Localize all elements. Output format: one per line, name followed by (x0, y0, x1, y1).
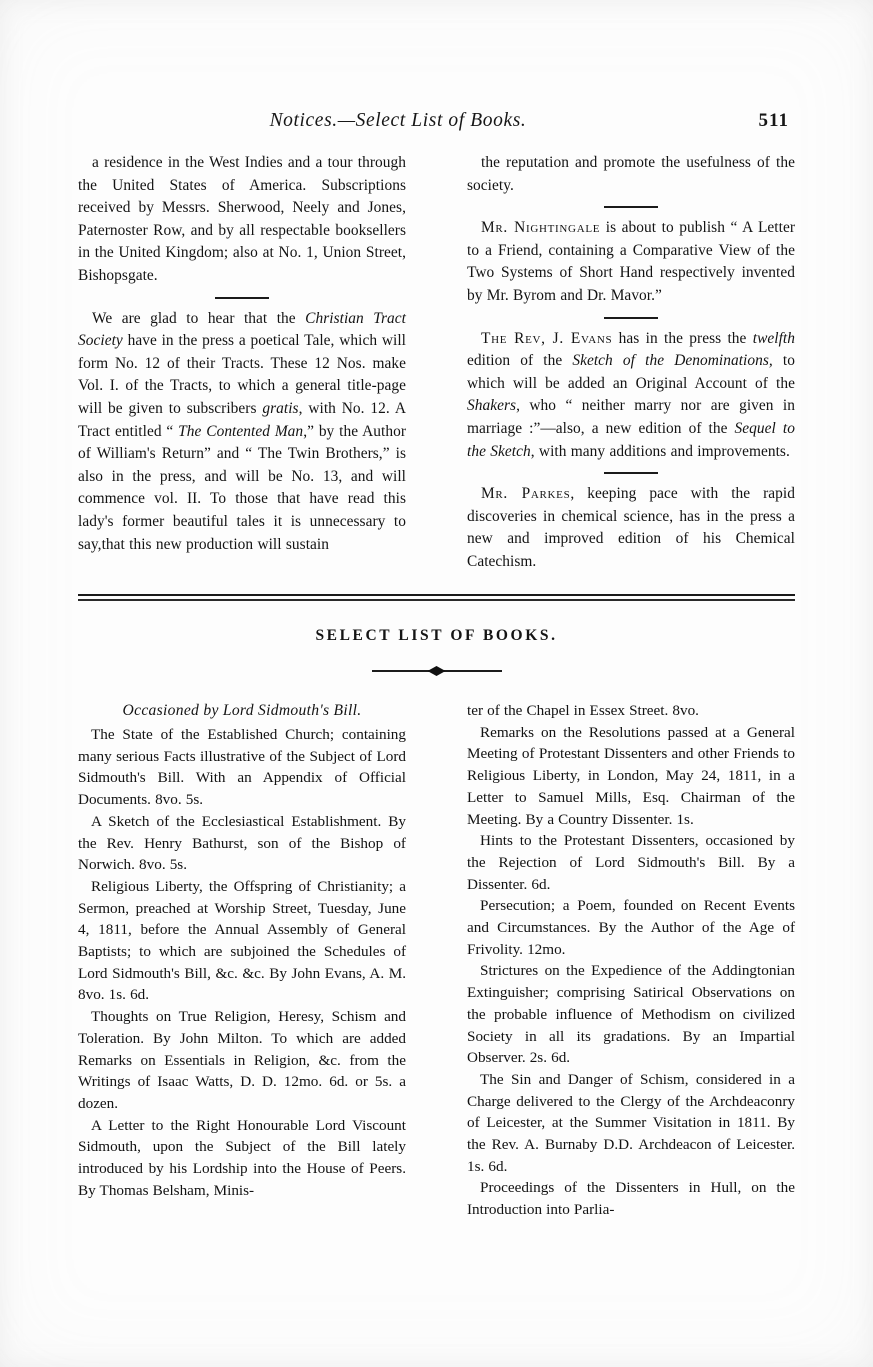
small-caps-text: Mr. Parkes (481, 485, 571, 503)
notice-paragraph (467, 328, 795, 464)
ornament-rule (78, 664, 795, 678)
booklist-entry: The State of the Established Church; containing many serious Facts illustrative of the Subject of Lord Sidmouth's Bill. With an Appendix of Official Documents. 8vo. 5s. (78, 726, 406, 809)
booklist-entry: Thoughts on True Religion, Heresy, Schism and Toleration. By John Milton. To which are added Remarks on Essentials in Religion, &c. from the Writings of Isaac Watts, D. D. 12mo. 6d. or 5s. a dozen. (78, 1008, 406, 1112)
text-run: have in the press a poetical Tale, which will form No. 12 of their Tracts. These 12 Nos. make Vol. I. of the Tracts, to which a general title-page will be given to subscribers (78, 332, 406, 417)
text-run: has in the press the (612, 329, 753, 347)
italic-text: Sketch of the Denominations, (572, 352, 773, 370)
italic-text: gratis (262, 399, 299, 417)
text-run: , with No. 12. A Tract entitled “ (78, 399, 406, 440)
notice-paragraph (467, 152, 795, 197)
booklist-entry: Persecution; a Poem, founded on Recent Events and Circumstances. By the Author of the Age of Frivolity. 12mo. (467, 897, 795, 958)
text-run: , with many additions and improvements. (530, 442, 790, 460)
booklist-entry: Hints to the Protestant Dissenters, occasioned by the Rejection of Lord Sidmouth's Bill. By a Dissenter. 6d. (467, 832, 795, 893)
notice-paragraph (467, 217, 795, 307)
booklist-entry: Remarks on the Resolutions passed at a General Meeting of Protestant Dissenters and other Friends to Religious Liberty, in London, May 24, 1811, in a Letter to Samuel Mills, Esq. Chairman of the Meeting. By a Country Dissenter. 1s. (467, 723, 795, 828)
booklist-entry: The Sin and Danger of Schism, considered in a Charge delivered to the Clergy of the Archdeaconry of Leicester, at the Summer Visitation in 1811. By the Rev. A. Burnaby D.D. Archdeacon of Leicester. 1s. 6d. (467, 1070, 795, 1175)
page-number: 511 (758, 110, 789, 131)
booklist-entry: Proceedings of the Dissenters in Hull, on the Introduction into Parlia- (467, 1179, 795, 1219)
booklist-entry: ter of the Chapel in Essex Street. 8vo. (467, 702, 699, 719)
small-caps-text: Mr. Nightingale (481, 219, 601, 237)
text-run: edition of the (467, 352, 573, 370)
text-run: , who “ neither marry nor are given in marriage :”—also, a new edition of the (467, 397, 795, 437)
booklist-entry: Strictures on the Expedience of the Addingtonian Extinguisher; comprising Satirical Observations on the probable influence of Methodism on civilized Society in all its gradations. By an Impartial Observer. 2s. 6d. (467, 962, 795, 1067)
small-caps-text: The Rev, J. Evans (481, 329, 613, 347)
divider-line-bottom (78, 599, 795, 601)
notice-break-rule (215, 297, 269, 299)
italic-text: Shakers (467, 397, 517, 415)
notice-break-rule (604, 472, 658, 474)
booklist-entry: A Letter to the Right Honourable Lord Viscount Sidmouth, upon the Subject of the Bill lately introduced by his Lordship into the House of Peers. By Thomas Belsham, Minis- (78, 1116, 406, 1199)
booklist-entry: A Sketch of the Ecclesiastical Establishment. By the Rev. Henry Bathurst, son of the Bishop of Norwich. 8vo. 5s. (78, 812, 406, 874)
text-run: , keeping pace with the rapid discoveries in chemical science, has in the press a new and improved edition of his Chemical Catechism. (467, 485, 795, 570)
divider-line-top (78, 594, 795, 596)
text-run: the reputation and promote the usefulness of the society. (467, 154, 795, 194)
page-content (78, 0, 795, 1367)
select-list-section (78, 700, 795, 1221)
italic-text: Sequel to the Sketch (467, 419, 795, 460)
booklist-subheading: Occasioned by Lord Sidmouth's Bill. (122, 702, 362, 719)
text-run: a residence in the West Indies and a tour through the United States of America. Subscriptions received by Messrs. Sherwood, Neely and Jones, Paternoster Row, and by all respectable booksellers in the United Kingdom; also at No. 1, Union Street, Bishopsgate. (78, 154, 406, 284)
notices-right-column (467, 152, 795, 574)
running-head-title: Notices.—Select List of Books. (269, 110, 527, 131)
italic-text: twelfth (752, 329, 795, 347)
booklist-left-column (78, 700, 406, 1221)
booklist-entry: Religious Liberty, the Offspring of Christianity; a Sermon, preached at Worship Street, Tuesday, June 4, 1811, before the Annual Assembly of General Baptists; to which are subjoined the Schedules of Lord Sidmouth's Bill, &c. &c. By John Evans, A. M. 8vo. 1s. 6d. (78, 877, 406, 1004)
notices-left-column (78, 152, 406, 574)
text-run: We are glad to hear that the (92, 309, 306, 327)
text-run: ,” by the Author of William's Return” and “ The Twin Brothers,” is also in the press, and will be No. 13, and will commence vol. II. To those that have read this lady's former beautiful tales it is unnecessary to say,that this new production will sustain (78, 422, 407, 553)
italic-text: Christian Tract Society (78, 309, 406, 350)
notice-paragraph (78, 308, 406, 557)
notice-paragraph (467, 483, 795, 573)
booklist-left-entries (78, 724, 406, 1201)
select-list-heading: SELECT LIST OF BOOKS. (315, 627, 558, 644)
italic-text: The Contented Man (178, 422, 304, 440)
booklist-right-column (467, 700, 795, 1221)
ornament-lozenge-icon (428, 666, 446, 676)
notice-break-rule (604, 206, 658, 208)
notice-paragraph (78, 152, 406, 288)
notices-section (78, 152, 795, 574)
text-run: to which will be added an Original Account of the (467, 352, 795, 392)
text-run: is about to publish “ A Letter to a Friend, containing a Comparative View of the Two Systems of Short Hand respectively invented by Mr. Byrom and Dr. Mavor.” (467, 219, 796, 304)
section-divider-rule (78, 594, 795, 602)
running-head (78, 110, 795, 140)
notice-break-rule (604, 317, 658, 319)
